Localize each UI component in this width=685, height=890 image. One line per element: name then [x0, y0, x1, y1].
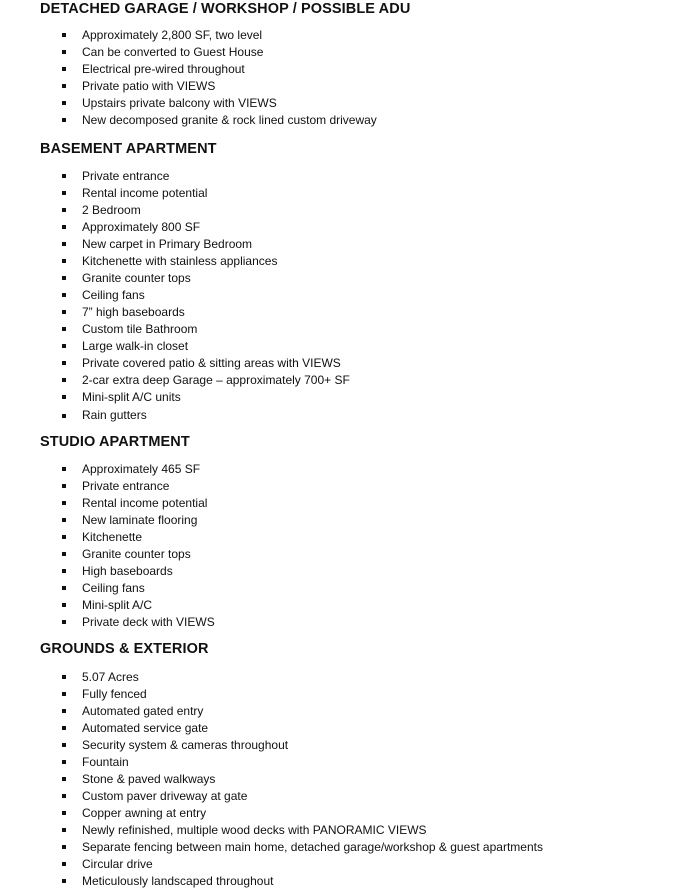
bullet-square-icon	[62, 862, 66, 866]
list-item-text: Mini-split A/C	[82, 598, 153, 612]
list-item-text: New laminate flooring	[82, 513, 198, 527]
bullet-square-icon	[62, 501, 66, 505]
bullet-square-icon	[62, 828, 66, 832]
list-item-text: New decomposed granite & rock lined custom driveway	[82, 113, 377, 127]
list-item-text: Private covered patio & sitting areas with VIEWS	[82, 356, 341, 370]
bullet-square-icon	[62, 484, 66, 488]
bullet-square-icon	[62, 794, 66, 798]
list-item-text: Can be converted to Guest House	[82, 45, 264, 59]
list-item-text: Granite counter tops	[82, 271, 191, 285]
bullet-square-icon	[62, 518, 66, 522]
bullet-square-icon	[62, 378, 66, 382]
bullet-square-icon	[62, 879, 66, 883]
bullet-square-icon	[62, 777, 66, 781]
bullet-square-icon	[62, 293, 66, 297]
list-item-text: Fully fenced	[82, 687, 147, 701]
bullet-square-icon	[62, 726, 66, 730]
list-item-text: Stone & paved walkways	[82, 772, 216, 786]
list-item-text: Ceiling fans	[82, 581, 145, 595]
list-item-text: Approximately 2,800 SF, two level	[82, 28, 263, 42]
bullet-square-icon	[62, 33, 66, 37]
list-item-text: Newly refinished, multiple wood decks with PANORAMIC VIEWS	[82, 823, 427, 837]
bullet-square-icon	[62, 552, 66, 556]
list-item-text: Ceiling fans	[82, 288, 145, 302]
list-item-text: Security system & cameras throughout	[82, 738, 289, 752]
bullet-square-icon	[62, 50, 66, 54]
list-item-text: Granite counter tops	[82, 547, 191, 561]
bullet-square-icon	[62, 361, 66, 365]
list-item-text: Rental income potential	[82, 186, 208, 200]
section-heading: STUDIO APARTMENT	[40, 434, 190, 450]
bullet-square-icon	[62, 414, 66, 418]
list-item-text: Custom tile Bathroom	[82, 322, 198, 336]
bullet-square-icon	[62, 344, 66, 348]
list-item-text: Kitchenette	[82, 530, 143, 544]
list-item-text: Fountain	[82, 755, 129, 769]
bullet-square-icon	[62, 259, 66, 263]
list-item-text: Custom paver driveway at gate	[82, 789, 248, 803]
list-item-text: Private entrance	[82, 169, 170, 183]
list-item-text: High baseboards	[82, 564, 173, 578]
bullet-square-icon	[62, 395, 66, 399]
bullet-square-icon	[62, 67, 66, 71]
bullet-square-icon	[62, 603, 66, 607]
bullet-square-icon	[62, 225, 66, 229]
bullet-square-icon	[62, 586, 66, 590]
list-item-text: Copper awning at entry	[82, 806, 207, 820]
bullet-square-icon	[62, 743, 66, 747]
list-item-text: Electrical pre-wired throughout	[82, 62, 245, 76]
bullet-square-icon	[62, 242, 66, 246]
list-item-text: Rain gutters	[82, 408, 147, 422]
bullet-square-icon	[62, 535, 66, 539]
list-item-text: 2-car extra deep Garage – approximately 700+ SF	[82, 373, 350, 387]
bullet-square-icon	[62, 101, 66, 105]
list-item-text: Approximately 465 SF	[82, 462, 201, 476]
bullet-square-icon	[62, 327, 66, 331]
bullet-square-icon	[62, 467, 66, 471]
bullet-square-icon	[62, 709, 66, 713]
list-item-text: Meticulously landscaped throughout	[82, 874, 274, 888]
list-item-text: Large walk-in closet	[82, 339, 189, 353]
bullet-square-icon	[62, 692, 66, 696]
list-item-text: Separate fencing between main home, detached garage/workshop & guest apartments	[82, 840, 543, 854]
list-item-text: Approximately 800 SF	[82, 220, 201, 234]
list-item-text: Private entrance	[82, 479, 170, 493]
list-item-text: Rental income potential	[82, 496, 208, 510]
list-item-text: Automated gated entry	[82, 704, 204, 718]
bullet-square-icon	[62, 569, 66, 573]
list-item-text: Private deck with VIEWS	[82, 615, 215, 629]
list-item-text: Mini-split A/C units	[82, 390, 181, 404]
list-item-text: Upstairs private balcony with VIEWS	[82, 96, 277, 110]
list-item-text: New carpet in Primary Bedroom	[82, 237, 253, 251]
bullet-square-icon	[62, 208, 66, 212]
bullet-square-icon	[62, 845, 66, 849]
list-item-text: Private patio with VIEWS	[82, 79, 216, 93]
bullet-square-icon	[62, 174, 66, 178]
section-heading: GROUNDS & EXTERIOR	[40, 641, 209, 657]
list-item-text: 2 Bedroom	[82, 203, 141, 217]
bullet-square-icon	[62, 84, 66, 88]
section-heading: BASEMENT APARTMENT	[40, 141, 217, 157]
bullet-square-icon	[62, 276, 66, 280]
list-item-text: Circular drive	[82, 857, 153, 871]
bullet-square-icon	[62, 191, 66, 195]
bullet-square-icon	[62, 760, 66, 764]
section-heading: DETACHED GARAGE / WORKSHOP / POSSIBLE ADU	[40, 1, 411, 17]
bullet-square-icon	[62, 811, 66, 815]
list-item-text: Kitchenette with stainless appliances	[82, 254, 278, 268]
list-item-text: 5.07 Acres	[82, 670, 139, 684]
bullet-square-icon	[62, 620, 66, 624]
bullet-square-icon	[62, 310, 66, 314]
bullet-square-icon	[62, 675, 66, 679]
bullet-square-icon	[62, 118, 66, 122]
list-item-text: Automated service gate	[82, 721, 209, 735]
list-item-text: 7” high baseboards	[82, 305, 185, 319]
